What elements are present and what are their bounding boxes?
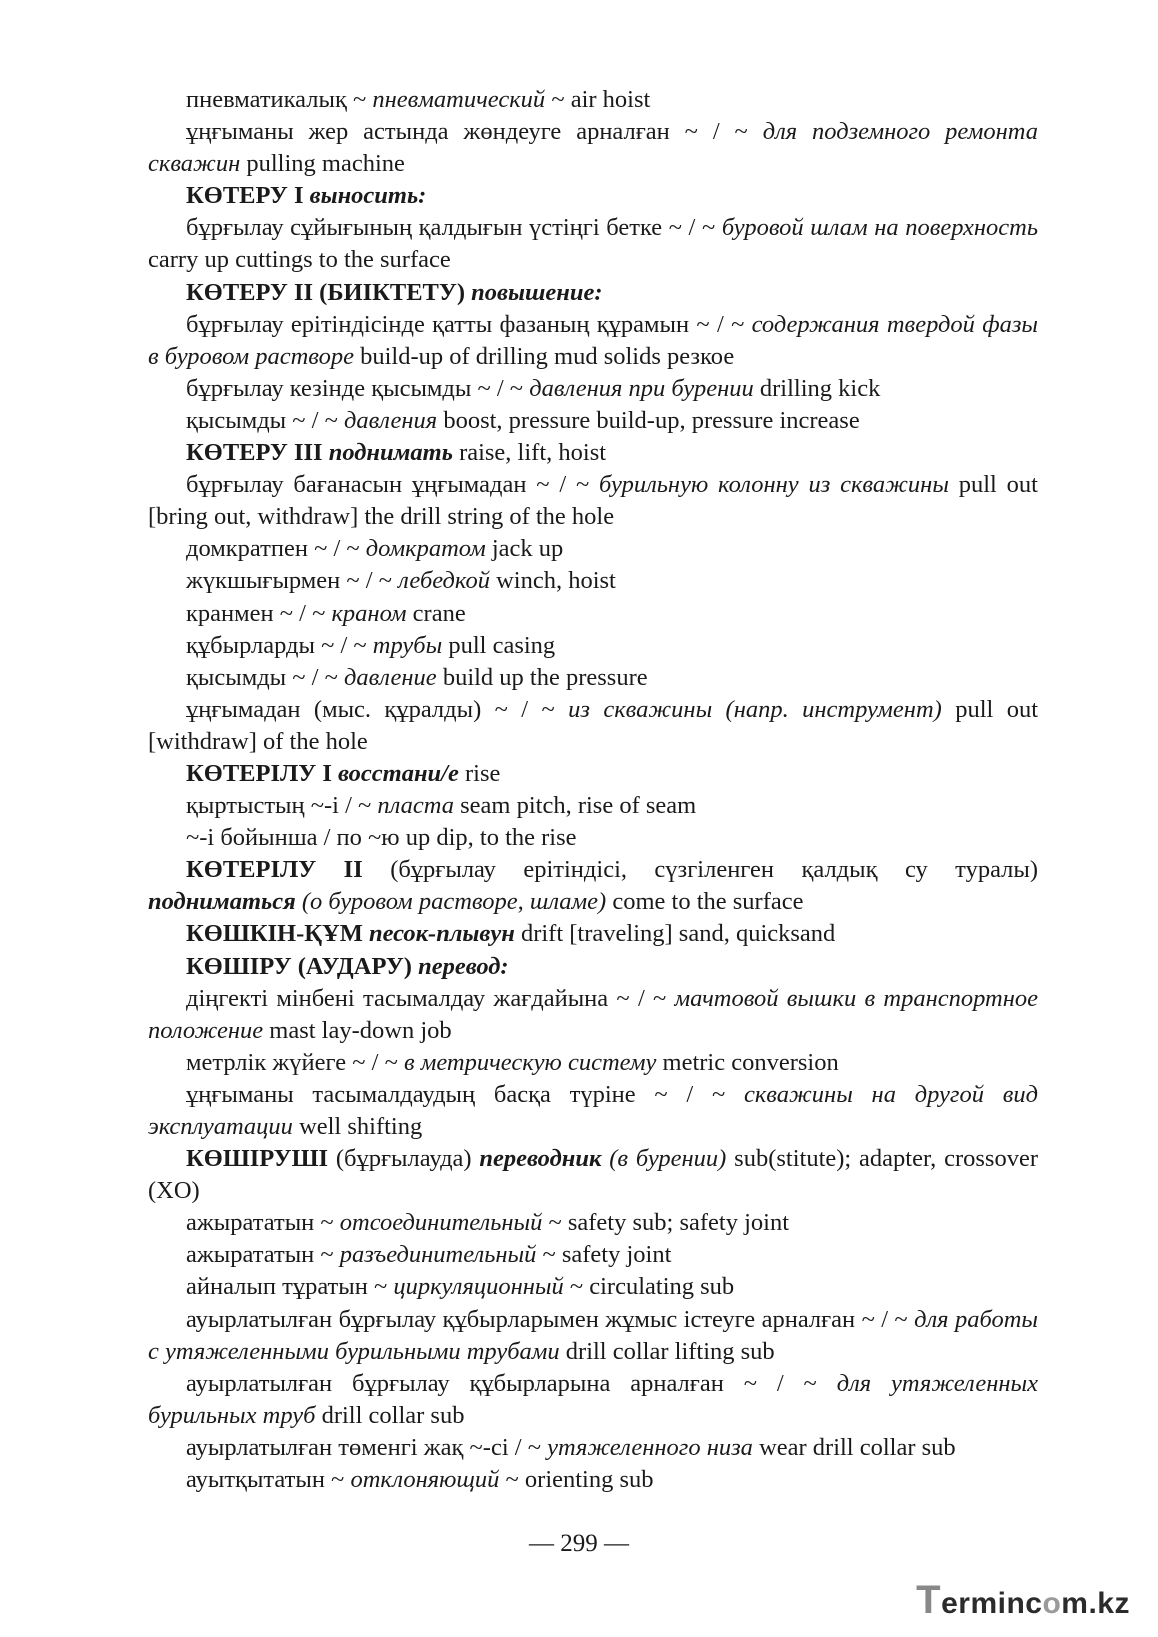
entry-translation-ru: циркуляционный xyxy=(393,1273,564,1301)
dictionary-entry xyxy=(148,854,1038,918)
dictionary-entry xyxy=(148,1304,1038,1368)
entry-text: pull casing xyxy=(442,631,556,659)
entry-headword: КӨТЕРУ III xyxy=(186,439,329,467)
entry-text: ~ circulating sub xyxy=(563,1273,735,1301)
entry-translation-ru: давление xyxy=(343,663,437,691)
entry-text: бұрғылау бағанасын ұңғымадан ~ / ~ xyxy=(186,471,600,499)
entry-translation-ru: (о буровом растворе, шламе) xyxy=(295,888,607,916)
entry-headword: песок-плывун xyxy=(368,920,515,948)
entry-translation-ru: для утяжеленных бурильных труб xyxy=(148,1369,1038,1429)
entry-headword: КӨШІРУ (АУДАРУ) xyxy=(186,952,419,980)
entry-translation-ru: давления при бурении xyxy=(529,374,754,402)
entry-text: ауытқытатын ~ xyxy=(186,1466,351,1494)
dictionary-entry xyxy=(148,180,1038,212)
dictionary-entry xyxy=(148,983,1038,1047)
entry-text: crane xyxy=(406,599,466,627)
entry-translation-ru: скважины на другой вид эксплуатации xyxy=(148,1080,1038,1140)
entry-headword: поднимать xyxy=(328,439,453,467)
entry-text: пневматикалық ~ xyxy=(186,86,373,113)
entry-text: ~ orienting sub xyxy=(499,1466,654,1494)
dictionary-entry xyxy=(148,1079,1038,1143)
entry-text: жүкшығырмен ~ / ~ xyxy=(186,567,399,595)
entry-text: ажырататын ~ xyxy=(186,1209,340,1237)
entry-headword: восстани/е xyxy=(338,759,459,787)
entry-headword: перевод: xyxy=(418,952,509,980)
dictionary-page-body xyxy=(148,84,1038,1496)
dictionary-entry xyxy=(148,212,1038,276)
entry-headword: выносить: xyxy=(309,182,427,210)
dictionary-entry xyxy=(148,469,1038,533)
dictionary-entry xyxy=(148,1432,1038,1464)
entry-text: drilling kick xyxy=(753,374,881,402)
entry-translation-ru: краном xyxy=(331,599,407,627)
entry-text: қысымды ~ / ~ xyxy=(186,663,344,691)
entry-headword: КӨТЕРІЛУ I xyxy=(186,759,339,787)
dictionary-entry xyxy=(148,277,1038,309)
entry-text: ауырлатылған бұрғылау құбырларымен жұмыс істеуге арналған ~ / ~ xyxy=(186,1305,915,1333)
entry-text: ажырататын ~ xyxy=(186,1241,340,1269)
entry-translation-ru: отклоняющий xyxy=(350,1466,500,1494)
dictionary-entry xyxy=(148,84,1038,116)
dictionary-entry xyxy=(148,1047,1038,1079)
entry-text: build up the pressure xyxy=(436,663,648,691)
entry-translation-ru: содержания твердой фазы в буровом растворе xyxy=(148,310,1038,370)
dictionary-entry xyxy=(148,630,1038,662)
entry-text: ұңғыманы жер астында жөндеуге арналған ~ / ~ xyxy=(186,118,763,146)
entry-text: ұңғымадан (мыс. құралды) ~ / ~ xyxy=(186,695,569,723)
entry-translation-ru: лебедкой xyxy=(398,567,490,595)
entry-headword: КӨШКІН-ҚҰМ xyxy=(186,920,369,948)
entry-text: wear drill collar sub xyxy=(752,1433,956,1461)
entry-text: drill collar lifting sub xyxy=(559,1337,775,1365)
entry-headword: подниматься xyxy=(148,888,296,916)
dictionary-entry xyxy=(148,437,1038,469)
dictionary-entry xyxy=(148,1207,1038,1239)
entry-headword: КӨТЕРУ I xyxy=(186,182,310,210)
entry-translation-ru: трубы xyxy=(372,631,443,659)
entry-text: діңгекті мінбені тасымалдау жағдайына ~ / ~ xyxy=(186,984,675,1012)
entry-headword: КӨТЕРІЛУ II xyxy=(186,856,391,884)
dictionary-entry xyxy=(148,116,1038,180)
dictionary-entry xyxy=(148,951,1038,983)
entry-text: бұрғылау сұйығының қалдығын үстіңгі бетке ~ / ~ xyxy=(186,214,722,242)
entry-text: қысымды ~ / ~ xyxy=(186,406,344,434)
entry-headword: переводник xyxy=(479,1145,602,1173)
entry-translation-ru: буровой шлам на поверхность xyxy=(721,214,1038,242)
entry-translation-ru: пласта xyxy=(377,792,455,820)
dictionary-entry xyxy=(148,918,1038,950)
dictionary-entry xyxy=(148,790,1038,822)
entry-text: pull out [withdraw] of the hole xyxy=(148,695,1039,755)
dictionary-entry xyxy=(148,694,1038,758)
entry-text: well shifting xyxy=(292,1113,423,1140)
entry-text: (бұрғылауда) xyxy=(335,1145,480,1173)
entry-text: бұрғылау кезінде қысымды ~ / ~ xyxy=(186,374,530,402)
entry-text: ~ safety joint xyxy=(536,1241,672,1269)
dictionary-entry xyxy=(148,1239,1038,1271)
entry-text: sub(stitute); adapter, crossover (XO) xyxy=(148,1145,1038,1205)
entry-translation-ru: давления xyxy=(343,406,438,434)
entry-text: jack up xyxy=(485,535,564,563)
dictionary-entry xyxy=(148,533,1038,565)
entry-headword: повышение: xyxy=(471,278,603,306)
entry-text: drift [traveling] sand, quicksand xyxy=(514,920,836,948)
dictionary-entry xyxy=(148,373,1038,405)
entry-translation-ru: мачтовой вышки в транспортное положение xyxy=(148,984,1038,1044)
termincom-watermark-logo[interactable] xyxy=(916,1578,1130,1623)
entry-text: pulling machine xyxy=(240,150,405,178)
page-number: — 299 — xyxy=(529,1530,629,1557)
watermark-text-part-1: erminc xyxy=(941,1587,1043,1620)
entry-text: (бұрғылау ерітіндісі, сүзгіленген қалдық су туралы) xyxy=(390,856,1038,884)
entry-text: құбырларды ~ / ~ xyxy=(186,631,373,659)
entry-text: winch, hoist xyxy=(489,567,616,595)
entry-text: boost, pressure build-up, pressure increase xyxy=(437,406,860,434)
dictionary-entry xyxy=(148,1271,1038,1303)
entry-translation-ru: домкратом xyxy=(365,535,486,563)
entry-text: build-up of drilling mud solids резкое xyxy=(353,342,735,370)
dictionary-entry xyxy=(148,309,1038,373)
entry-text: pull out [bring out, withdraw] the drill string of the hole xyxy=(148,471,1038,531)
entry-translation-ru: для работы с утяжеленными бурильными трубами xyxy=(148,1305,1038,1365)
dictionary-entry xyxy=(148,405,1038,437)
entry-text: ауырлатылған төменгі жақ ~-сі / ~ xyxy=(186,1433,548,1461)
dictionary-entry xyxy=(148,1368,1038,1432)
dictionary-entry xyxy=(148,1143,1038,1207)
entry-text: ~ safety sub; safety joint xyxy=(542,1209,789,1237)
entry-text: кранмен ~ / ~ xyxy=(186,599,332,627)
dictionary-entry xyxy=(148,1464,1038,1496)
dictionary-entry xyxy=(148,662,1038,694)
entry-translation-ru: пневматический xyxy=(372,86,546,113)
dictionary-entry xyxy=(148,598,1038,630)
entry-translation-ru: (в бурении) xyxy=(601,1145,727,1173)
entry-text: бұрғылау ерітіндісінде қатты фазаның құрамын ~ / ~ xyxy=(186,310,752,338)
entry-text: drill collar sub xyxy=(315,1401,465,1429)
entry-headword: КӨШІРУШІ xyxy=(186,1145,336,1173)
entry-text: raise, lift, hoist xyxy=(452,439,607,467)
entry-text: қыртыстың ~-і / ~ xyxy=(186,792,378,820)
entry-text: rise xyxy=(458,759,501,787)
entry-translation-ru: отсоединительный xyxy=(339,1209,543,1237)
entry-text: seam pitch, rise of seam xyxy=(454,792,697,820)
entry-translation-ru: в метрическую систему xyxy=(403,1048,657,1076)
entry-text: carry up cuttings to the surface xyxy=(148,246,451,274)
watermark-ring-o: o xyxy=(1042,1587,1062,1620)
dictionary-entry xyxy=(148,822,1038,854)
entry-text: ауырлатылған бұрғылау құбырларына арналған ~ / ~ xyxy=(186,1369,837,1397)
entry-text: домкратпен ~ / ~ xyxy=(186,535,366,563)
entry-text: metric conversion xyxy=(656,1048,839,1076)
dictionary-entry xyxy=(148,565,1038,597)
entry-text: ~ air hoist xyxy=(545,86,651,113)
entry-translation-ru: разъединительный xyxy=(339,1241,537,1269)
entry-text: mast lay-down job xyxy=(263,1016,452,1044)
entry-translation-ru: утяжеленного низа xyxy=(547,1433,753,1461)
entry-text: come to the surface xyxy=(606,888,804,916)
watermark-text-part-2: m.kz xyxy=(1061,1587,1130,1620)
entry-headword: КӨТЕРУ II (БИІКТЕТУ) xyxy=(186,278,472,306)
entry-text: айналып тұратын ~ xyxy=(186,1273,394,1301)
watermark-letter-t: T xyxy=(916,1578,942,1622)
entry-translation-ru: бурильную колонну из скважины xyxy=(599,471,949,499)
entry-translation-ru: для подземного ремонта скважин xyxy=(148,118,1038,178)
entry-text: ~-і бойынша / по ~ю up dip, to the rise xyxy=(186,824,577,852)
dictionary-entry xyxy=(148,758,1038,790)
entry-text: ұңғыманы тасымалдаудың басқа түріне ~ / ~ xyxy=(186,1080,744,1108)
entry-text: метрлік жүйеге ~ / ~ xyxy=(186,1048,404,1076)
entry-translation-ru: из скважины (напр. инструмент) xyxy=(568,695,942,723)
